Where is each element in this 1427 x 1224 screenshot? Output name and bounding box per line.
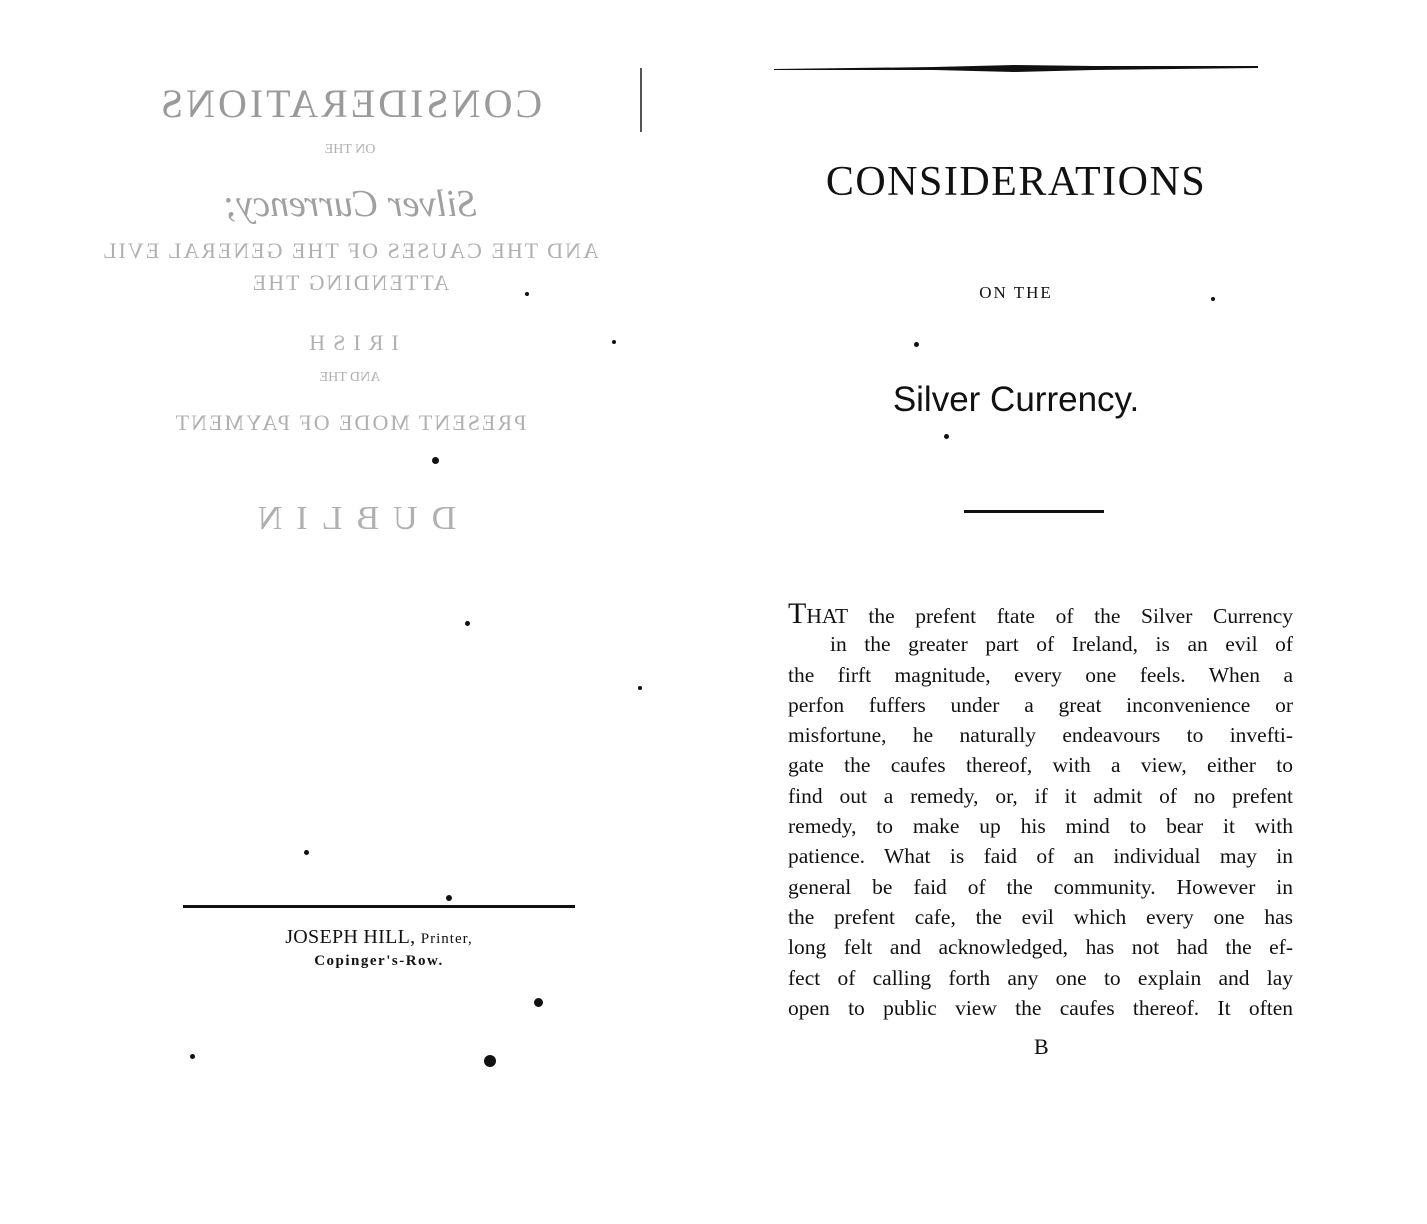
signature-mark: B	[1034, 1034, 1049, 1059]
text-line: the firft magnitude, every one feels. When a	[788, 662, 1293, 687]
top-rule	[774, 64, 1258, 72]
page-subtitle: Silver Currency.	[892, 380, 1140, 419]
printer-name: JOSEPH HILL,	[285, 926, 416, 948]
text-line: long felt and acknowledged, has not had the ef-	[788, 935, 1293, 960]
body-text	[788, 599, 1293, 1023]
right-page	[714, 0, 1427, 1224]
ink-speck	[190, 1054, 195, 1059]
text-line: misfortune, he naturally endeavours to invefti-	[788, 723, 1293, 748]
printer-address: Copinger's-Row.	[314, 953, 444, 969]
ink-speck	[944, 434, 949, 439]
ink-speck	[612, 340, 616, 344]
bleed-line: AND THE CAUSES OF THE GENERAL EVIL	[101, 238, 599, 263]
printer-imprint	[183, 926, 575, 949]
ink-speck	[432, 457, 439, 464]
text-line: in the greater part of Ireland, is an evil of	[830, 632, 1293, 657]
ink-speck	[465, 621, 470, 626]
bleed-line: Silver Currency;	[223, 183, 477, 225]
gutter-shadow	[640, 68, 642, 132]
bleed-line: ON THE	[324, 142, 376, 157]
ink-speck	[446, 895, 452, 901]
bleed-line: CONSIDERATIONS	[157, 81, 543, 126]
text-line: fect of calling forth any one to explain and lay	[788, 965, 1293, 990]
bleed-line: PRESENT MODE OF PAYMENT	[173, 410, 527, 435]
bleed-line: ATTENDING THE	[250, 270, 450, 295]
section-rule	[964, 510, 1104, 513]
printer-title: Printer,	[420, 931, 473, 947]
bleed-line: AND THE	[319, 370, 381, 385]
ink-speck	[304, 850, 309, 855]
text-line: find out a remedy, or, if it admit of no prefent	[788, 783, 1293, 808]
text-line: gate the caufes thereof, with a view, either to	[788, 753, 1293, 778]
text-line: general be faid of the community. However in	[788, 874, 1293, 899]
imprint-rule	[183, 905, 575, 908]
text-line: perfon fuffers under a great inconvenience or	[788, 692, 1293, 717]
bleed-line: DUBLIN	[243, 500, 457, 537]
drop-letter: T	[788, 597, 807, 630]
page-title: CONSIDERATIONS	[825, 159, 1207, 205]
text-line: remedy, to make up his mind to bear it with	[788, 814, 1293, 839]
on-the-label: ON THE	[979, 283, 1053, 302]
ink-speck	[484, 1055, 496, 1067]
ink-speck	[534, 998, 543, 1007]
ink-speck	[1211, 297, 1215, 301]
text-line: patience. What is faid of an individual may in	[788, 844, 1293, 869]
ink-speck	[638, 686, 642, 690]
text-line: open to public view the caufes thereof. It often	[788, 995, 1293, 1020]
bleed-line: IRISH	[301, 330, 399, 355]
text-line: THAT the prefent ftate of the Silver Currency	[788, 597, 1293, 630]
ink-speck	[914, 342, 919, 347]
text-line: the prefent cafe, the evil which every one has	[788, 904, 1293, 929]
ink-speck	[525, 292, 529, 296]
